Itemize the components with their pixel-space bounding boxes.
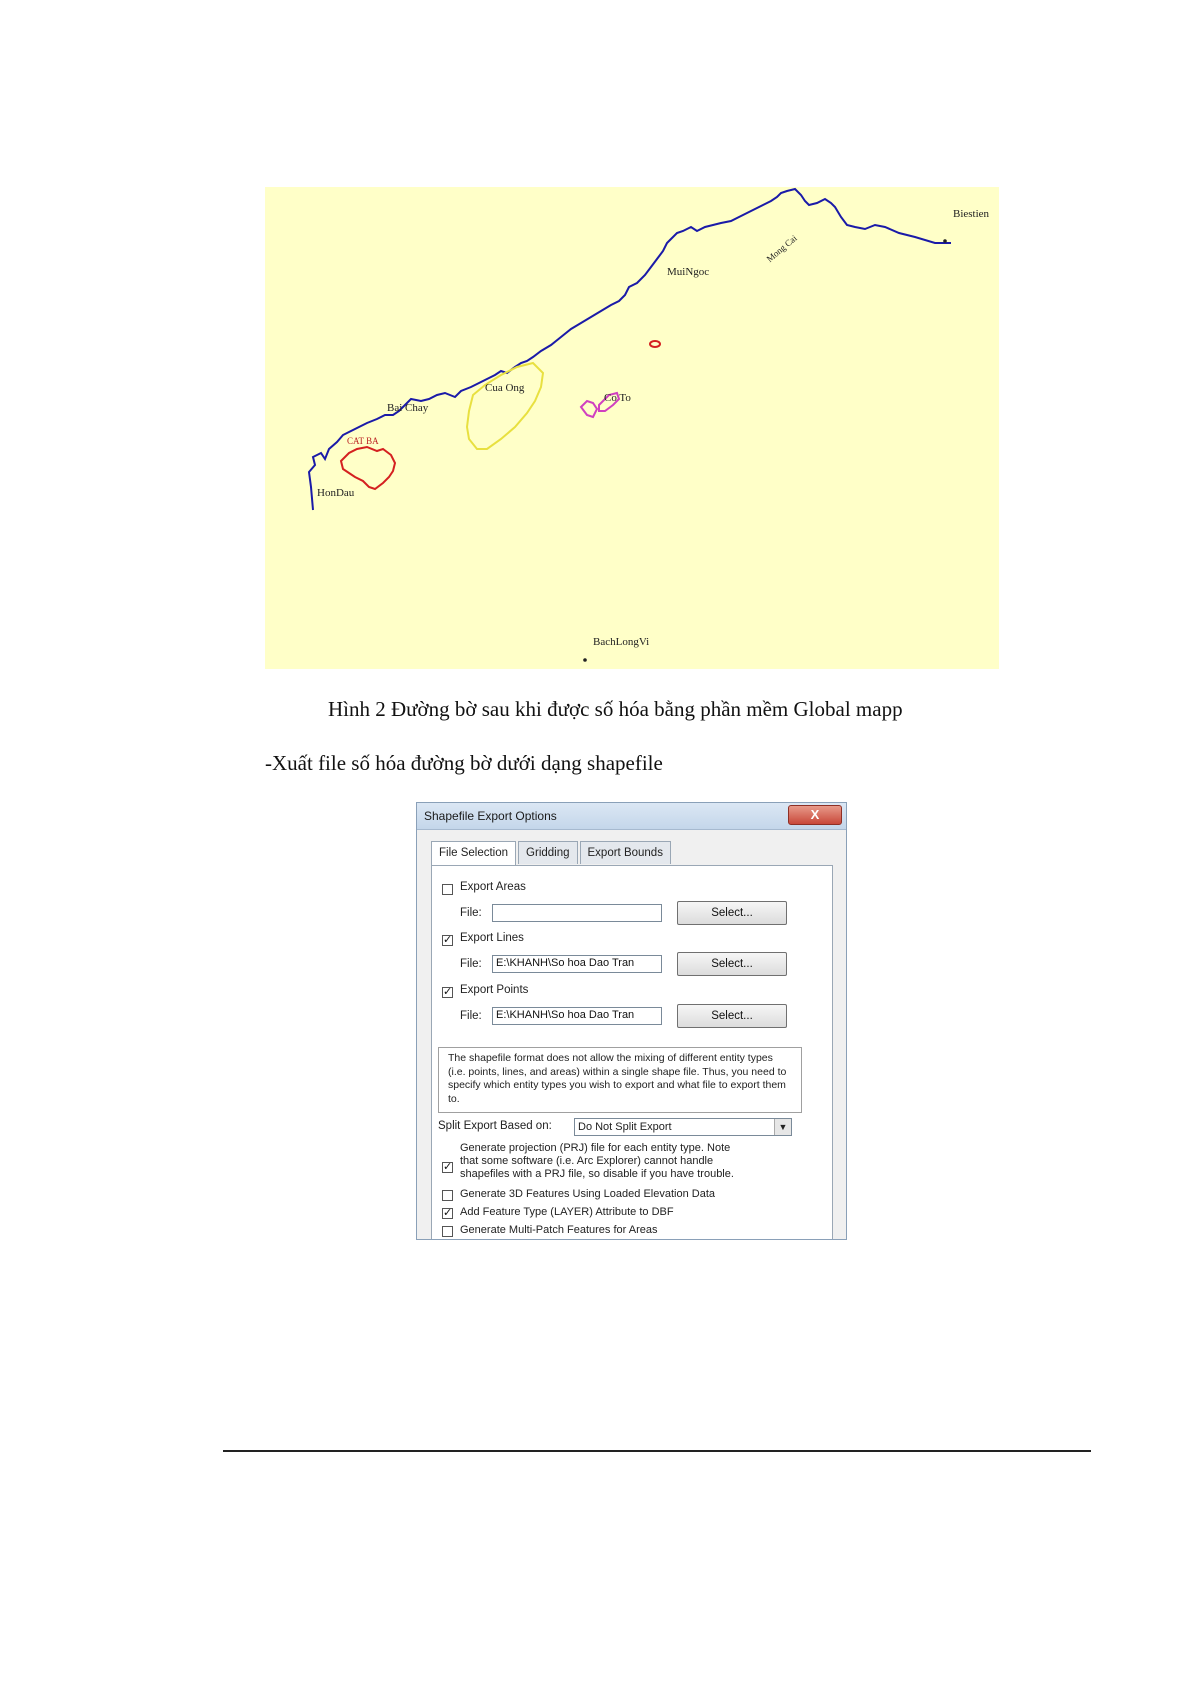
map-label-hon-dau: HonDau <box>317 487 355 499</box>
map-label-bai-chay: Bai Chay <box>387 402 429 414</box>
export-points-label: Export Points <box>460 984 529 996</box>
chevron-down-icon[interactable]: ▼ <box>774 1119 791 1135</box>
tab-strip <box>431 841 673 865</box>
shapefile-note: The shapefile format does not allow the mixing of different entity types (i.e. points, lines, and areas) within a single shape file. Thus, you need to specify which entity types you wish to export and what file to export them to. <box>438 1047 802 1113</box>
tab-gridding[interactable]: Gridding <box>518 841 577 864</box>
multi-patch-checkbox[interactable] <box>442 1226 453 1237</box>
export-areas-file-label: File: <box>460 907 482 919</box>
generate-prj-checkbox[interactable]: ✓ <box>443 1161 453 1173</box>
tab-file-selection[interactable]: File Selection <box>431 841 516 866</box>
map-label-co-to: Co To <box>604 392 631 404</box>
export-points-file-label: File: <box>460 1010 482 1022</box>
map-label-mui-ngoc: MuiNgoc <box>667 266 710 278</box>
cat-ba-island <box>341 447 395 489</box>
generate-3d-checkbox[interactable] <box>442 1190 453 1201</box>
file-selection-panel <box>431 865 833 1240</box>
generate-prj-label <box>460 1142 734 1181</box>
tab-export-bounds[interactable]: Export Bounds <box>580 841 671 864</box>
export-lines-checkbox[interactable]: ✓ <box>443 934 453 946</box>
small-red-island <box>650 341 660 347</box>
shapefile-export-dialog <box>416 802 847 1240</box>
export-lines-file-label: File: <box>460 958 482 970</box>
export-lines-select-button[interactable]: Select... <box>677 952 787 976</box>
split-export-value: Do Not Split Export <box>578 1121 672 1133</box>
map-label-cat-ba: CAT BA <box>347 436 379 446</box>
yellow-island <box>467 363 543 449</box>
split-export-select[interactable] <box>574 1118 792 1136</box>
generate-prj-label-line: that some software (i.e. Arc Explorer) cannot handle <box>460 1155 714 1167</box>
map-label-cua-ong: Cua Ong <box>485 382 525 394</box>
coastline-map-drawing <box>265 187 999 669</box>
export-areas-select-button[interactable]: Select... <box>677 901 787 925</box>
generate-prj-label-line: shapefiles with a PRJ file, so disable if you have trouble. <box>460 1168 734 1180</box>
coastline-line <box>309 189 951 510</box>
close-icon[interactable]: X <box>788 805 842 825</box>
export-areas-checkbox[interactable] <box>442 884 453 895</box>
coastline-map <box>265 187 999 669</box>
dialog-titlebar <box>417 803 846 830</box>
map-label-mong-cai: Mong Cai <box>764 233 799 264</box>
export-lines-file-input[interactable]: E:\KHANH\So hoa Dao Tran <box>492 955 662 973</box>
export-lines-label: Export Lines <box>460 932 524 944</box>
split-export-label: Split Export Based on: <box>438 1120 552 1132</box>
map-label-biestien: Biestien <box>953 208 990 220</box>
figure-caption: Hình 2 Đường bờ sau khi được số hóa bằng phần mềm Global mapp <box>328 697 903 721</box>
export-points-checkbox[interactable]: ✓ <box>443 986 453 998</box>
dialog-body <box>425 837 838 1240</box>
map-label-bach-long-vi: BachLongVi <box>593 636 650 648</box>
generate-prj-label-line: Generate projection (PRJ) file for each entity type. Note <box>460 1142 731 1154</box>
export-points-file-input[interactable]: E:\KHANH\So hoa Dao Tran <box>492 1007 662 1025</box>
export-points-select-button[interactable]: Select... <box>677 1004 787 1028</box>
add-feature-type-label: Add Feature Type (LAYER) Attribute to DBF <box>460 1206 674 1218</box>
export-areas-file-input[interactable] <box>492 904 662 922</box>
generate-3d-label: Generate 3D Features Using Loaded Elevation Data <box>460 1188 715 1200</box>
export-areas-label: Export Areas <box>460 881 526 893</box>
footer-rule <box>223 1450 1091 1452</box>
dialog-title: Shapefile Export Options <box>424 809 557 823</box>
body-paragraph: -Xuất file số hóa đường bờ dưới dạng shapefile <box>265 751 663 775</box>
multi-patch-label: Generate Multi-Patch Features for Areas <box>460 1224 658 1236</box>
add-feature-type-checkbox[interactable]: ✓ <box>443 1207 453 1219</box>
